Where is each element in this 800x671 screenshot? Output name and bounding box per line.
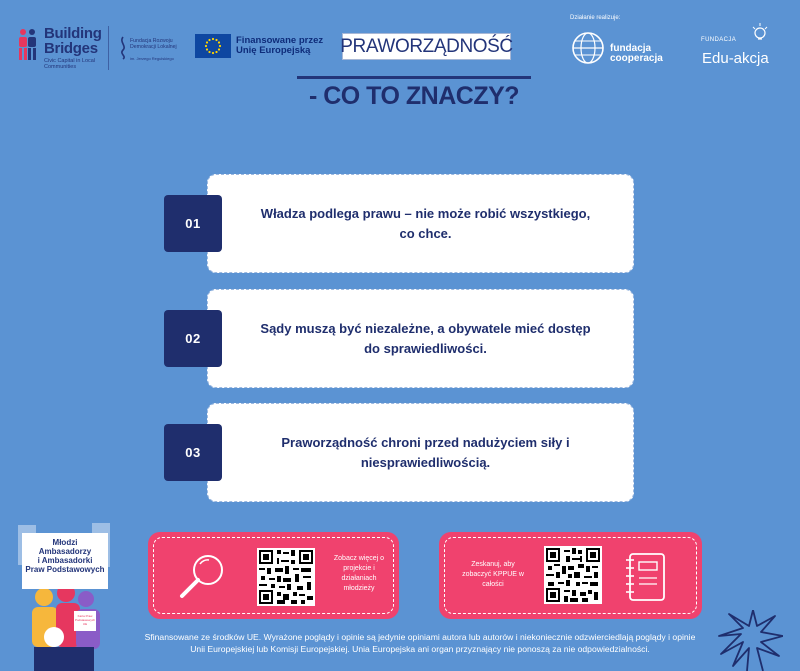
frdl-ribbon-icon (118, 36, 128, 60)
item-card-2: Sądy muszą być niezależne, a obywatele mieć dostęp do sprawiedliwości. (207, 289, 634, 388)
cta-charter-text: Zeskanuj, aby zobaczyć KPPUE w całości (462, 561, 524, 588)
project-poster (14, 519, 114, 671)
cta-charter-panel (439, 532, 702, 619)
frdl-subtitle: im. Jerzego Regulskiego (130, 56, 174, 61)
globe-icon (570, 30, 606, 66)
edu-akcja-prefix: FUNDACJA (701, 37, 737, 43)
page-subtitle: - CO TO ZNACZY? (297, 76, 531, 114)
eu-funding-text (236, 36, 323, 56)
poster-title (22, 533, 108, 589)
eu-disclaimer-line-2: Unii Europejskiej lub Komisji Europejskiej. Unia Europejska ani organ przyznający nie ponoszą za nie odpowiedzialności. (190, 644, 650, 654)
page-title: PRAWORZĄDNOŚĆ (342, 33, 511, 60)
item-number-3: 03 (164, 424, 222, 481)
item-card-3: Praworządność chroni przed nadużyciem siły i niesprawiedliwością. (207, 403, 634, 502)
fundacja-cooperacja-line-1: fundacja (610, 43, 652, 54)
magnifier-icon (176, 548, 232, 604)
item-number-1: 01 (164, 195, 222, 252)
eu-disclaimer-line-1: Sfinansowane ze środków UE. Wyrażone poglądy i opinie są jedynie opiniami autora lub autorów i niekoniecznie odzwierciedlają poglądy i opinie (144, 632, 696, 642)
lightbulb-icon (751, 22, 769, 46)
frdl-name-2: Demokracji Lokalnej (130, 44, 177, 50)
poster-title-line-2: Ambasadorzy (38, 547, 92, 556)
eu-funding-line-1: Finansowane przez (236, 35, 324, 46)
decorative-star-icon (703, 610, 783, 671)
building-bridges-title-1: Building (44, 25, 102, 42)
poster-title-line-4: Praw Podstawowych (25, 565, 105, 574)
item-number-2: 02 (164, 310, 222, 367)
poster-badge: Karta Praw Podstawowych UE (74, 611, 96, 631)
fundacja-cooperacja-line-2: cooperacja (610, 53, 663, 64)
building-bridges-subtitle: Civic Capital in Local Communities (44, 58, 96, 70)
frdl-logo (118, 36, 186, 64)
implementer-label: Działanie realizuje: (570, 15, 621, 21)
poster-title-line-3: i Ambasadorki (37, 556, 93, 565)
qr-code-charter[interactable] (544, 546, 602, 604)
building-bridges-logo (18, 26, 114, 70)
fundacja-cooperacja-logo (610, 44, 663, 64)
building-bridges-mark-icon (18, 28, 40, 62)
poster-title-line-1: Młodzi (52, 538, 78, 547)
cta-project-panel (148, 532, 399, 619)
eu-flag-icon (195, 34, 231, 58)
frdl-name-1: Fundacja Rozwoju (130, 38, 173, 44)
building-bridges-title-2: Bridges (44, 40, 98, 57)
qr-code-project[interactable] (257, 548, 315, 606)
edu-akcja-name: Edu-akcja (702, 50, 769, 67)
eu-funding-line-2: Unię Europejską (236, 45, 311, 56)
cta-project-text: Zobacz więcej o projekcie i działaniach młodzieży (333, 555, 385, 592)
header-divider (108, 26, 109, 70)
notebook-icon (622, 550, 668, 604)
eu-disclaimer (130, 631, 710, 655)
item-card-1: Władza podlega prawu – nie może robić wszystkiego, co chce. (207, 174, 634, 273)
